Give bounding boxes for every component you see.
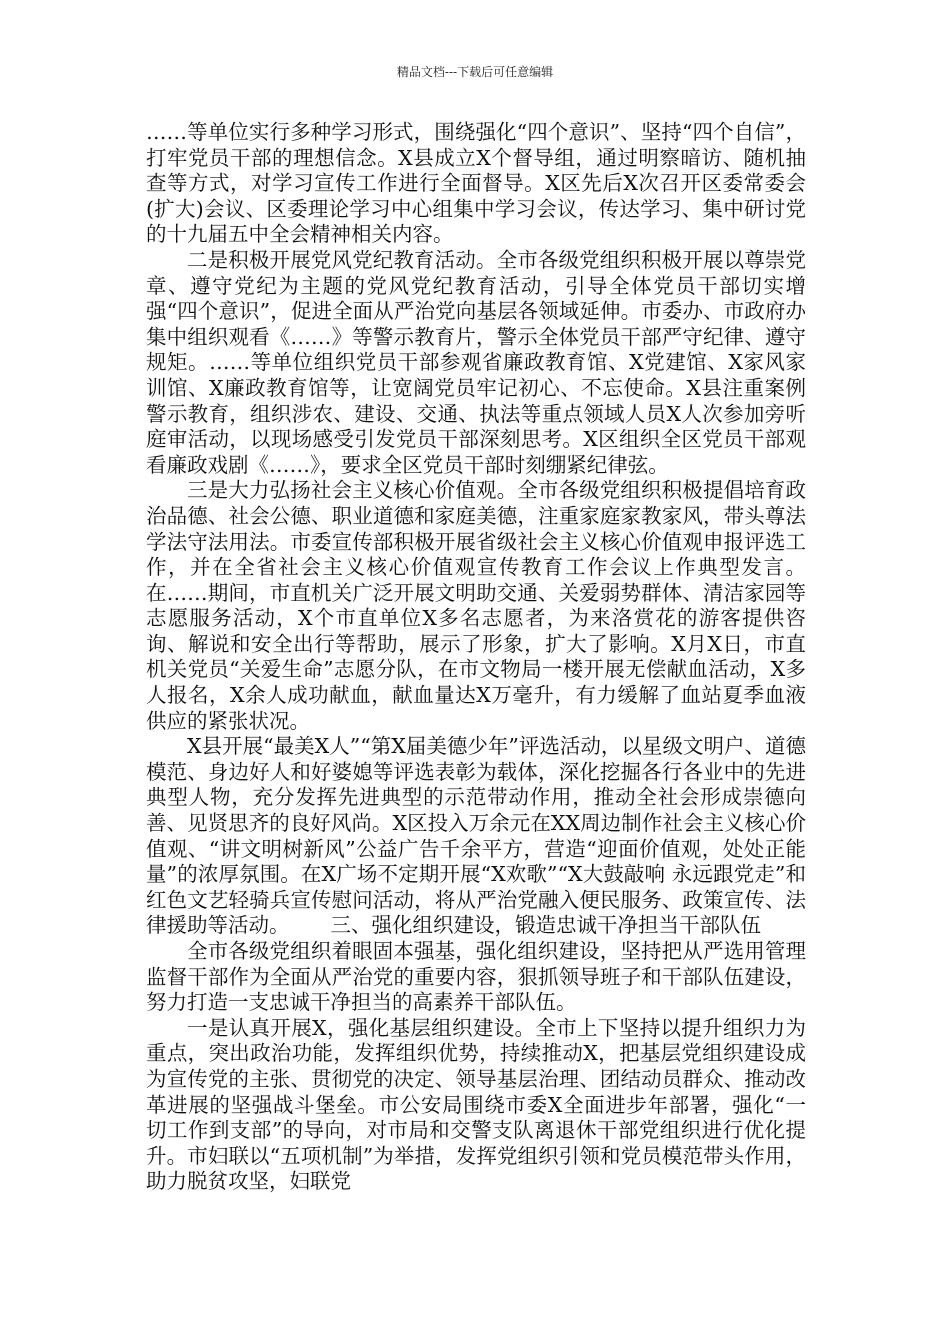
- paragraph-6: 一是认真开展X，强化基层组织建设。全市上下坚持以提升组织力为重点，突出政治功能，发挥组织优势，持续推动X，把基层党组织建设成为宣传党的主张、贯彻党的决定、领导基层治理、团结动员群众、推动改革进展的坚强战斗堡垒。市公安局围绕市委X全面进步年部署，强化“一切工作到支部”的导向，对市局和交警支队离退休干部党组织进行优化提升。市妇联以“五项机制”为举措，发挥党组织引领和党员模范带头作用，助力脱贫攻坚，妇联党: [146, 1015, 806, 1194]
- paragraph-4: [146, 734, 806, 939]
- document-body: [146, 120, 806, 1195]
- paragraph-2: 二是积极开展党风党纪教育活动。全市各级党组织积极开展以尊崇党章、遵守党纪为主题的党风党纪教育活动，引导全体党员干部切实增强“四个意识”，促进全面从严治党向基层各领域延伸。市委办、市政府办集中组织观看《……》等警示教育片，警示全体党员干部严守纪律、遵守规矩。……等单位组织党员干部参观省廉政教育馆、X党建馆、X家风家训馆、X廉政教育馆等，让宽阔党员牢记初心、不忘使命。X县注重案例警示教育，组织涉农、建设、交通、执法等重点领域人员X人次参加旁听庭审活动，以现场感受引发党员干部深刻思考。X区组织全区党员干部观看廉政戏剧《……》，要求全区党员干部时刻绷紧纪律弦。: [146, 247, 806, 477]
- paragraph-3: 三是大力弘扬社会主义核心价值观。全市各级党组织积极提倡培育政治品德、社会公德、职业道德和家庭美德，注重家庭家教家风，带头尊法学法守法用法。市委宣传部积极开展省级社会主义核心价值观申报评选工作，并在全省社会主义核心价值观宣传教育工作会议上作典型发言。在……期间，市直机关广泛开展文明助交通、关爱弱势群体、清洁家园等志愿服务活动，X个市直单位X多名志愿者，为来洛赏花的游客提供咨询、解说和安全出行等帮助，展示了形象，扩大了影响。X月X日，市直机关党员“关爱生命”志愿分队，在市文物局一楼开展无偿献血活动，X多人报名，X余人成功献血，献血量达X万毫升，有力缓解了血站夏季血液供应的紧张状况。: [146, 478, 806, 733]
- paragraph-4-text: X县开展“最美X人”“第X届美德少年”评选活动，以星级文明户、道德模范、身边好人和好婆媳等评选表彰为载体，深化挖掘各行各业中的先进典型人物，充分发挥先进典型的示范带动作用，推动全社会形成崇德向善、见贤思齐的良好风尚。X区投入万余元在XX周边制作社会主义核心价值观、“讲文明树新风”公益广告千余平方，营造“迎面价值观，处处正能量”的浓厚氛围。在X广场不定期开展“X欢歌”“X大鼓敲响 永远跟党走”和红色文艺轻骑兵宣传慰问活动，将从严治党融入便民服务、政策宣传、法律援助等活动。: [146, 734, 806, 938]
- section-heading: 三、强化组织建设，锻造忠诚干净担当干部队伍: [330, 913, 761, 938]
- paragraph-5: 全市各级党组织着眼固本强基，强化组织建设，坚持把从严选用管理监督干部作为全面从严治党的重要内容，狠抓领导班子和干部队伍建设，努力打造一支忠诚干净担当的高素养干部队伍。: [146, 939, 806, 1015]
- paragraph-1: ……等单位实行多种学习形式，围绕强化“四个意识”、坚持“四个自信”，打牢党员干部的理想信念。X县成立X个督导组，通过明察暗访、随机抽查等方式，对学习宣传工作进行全面督导。X区先后X次召开区委常委会(扩大)会议、区委理论学习中心组集中学习会议，传达学习、集中研讨党的十九届五中全会精神相关内容。: [146, 120, 806, 247]
- page-header: 精品文档---下载后可任意编辑: [396, 65, 554, 79]
